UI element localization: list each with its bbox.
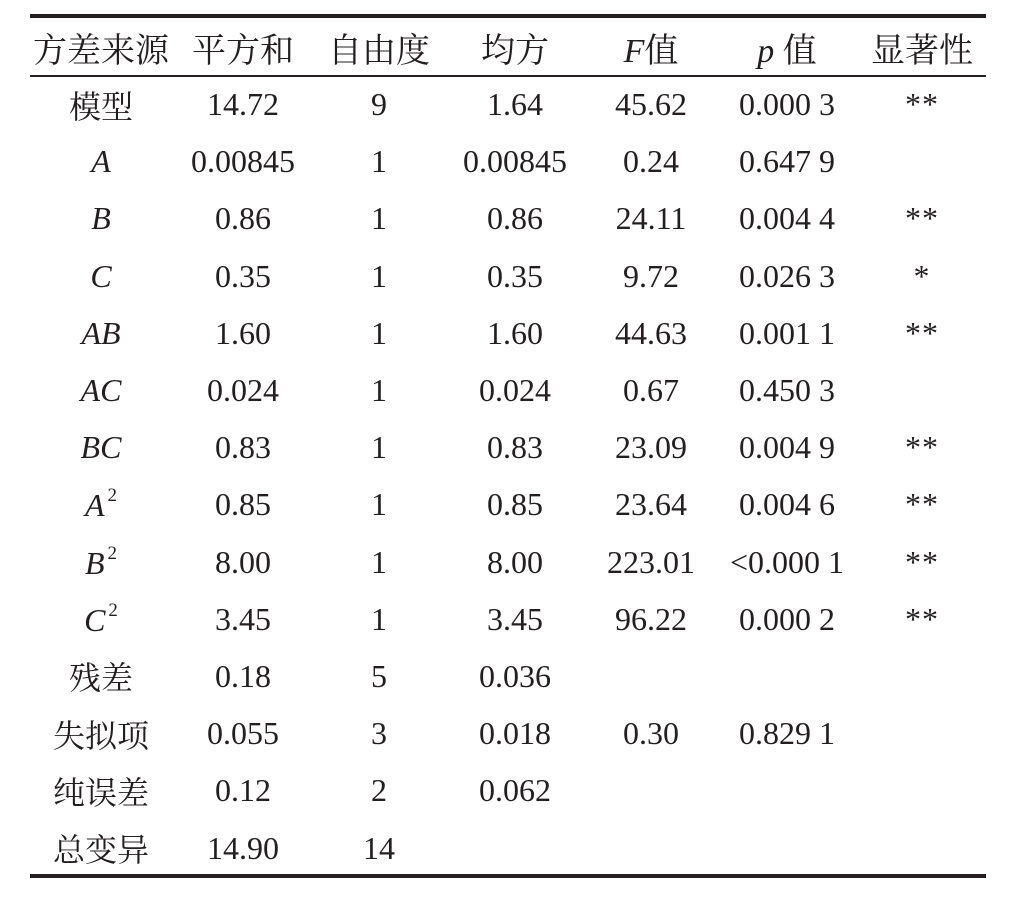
cell-significance: ** — [905, 86, 939, 123]
cell-mean-square — [444, 819, 586, 876]
table-row — [30, 648, 986, 705]
cell-f-value: 23.64 — [615, 486, 687, 523]
cell-f-value: 23.09 — [615, 429, 687, 466]
header-f-suffix: 值 — [644, 32, 679, 70]
cell-degrees-of-freedom: 1 — [371, 200, 387, 237]
factor-symbol: AB — [81, 314, 121, 351]
header-mean-square: 均方 — [481, 32, 549, 70]
cell-significance: ** — [905, 486, 939, 523]
cell-p-value: 0.647 9 — [739, 143, 835, 180]
header-f-symbol: F — [623, 32, 645, 70]
cell-p-value: 0.004 6 — [739, 486, 835, 523]
cell-f-value: 44.63 — [615, 314, 687, 351]
cell-sum-of-squares: 14.90 — [207, 829, 279, 866]
factor-exponent: 2 — [108, 599, 118, 621]
cell-mean-square: 0.86 — [487, 200, 543, 237]
header-p-value — [716, 18, 858, 76]
cell-degrees-of-freedom: 9 — [371, 86, 387, 123]
cell-source — [30, 133, 172, 190]
cell-sum-of-squares: 0.86 — [215, 200, 271, 237]
header-sum-of-squares: 平方和 — [192, 32, 294, 70]
header-degrees-of-freedom: 自由度 — [328, 32, 430, 70]
table-row — [30, 762, 986, 819]
cell-degrees-of-freedom: 1 — [371, 600, 387, 637]
cell-significance: * — [913, 257, 931, 294]
cell-mean-square: 1.60 — [487, 314, 543, 351]
header-p-suffix: 值 — [782, 32, 817, 70]
cell-degrees-of-freedom: 1 — [371, 314, 387, 351]
cell-f-value: 24.11 — [615, 200, 687, 237]
factor-symbol: AC — [80, 372, 122, 409]
table-body — [30, 76, 986, 877]
cell-sum-of-squares: 0.024 — [207, 372, 279, 409]
cell-p-value: 0.004 4 — [739, 200, 835, 237]
cell-sum-of-squares: 3.45 — [215, 600, 271, 637]
cell-source — [30, 190, 172, 247]
cell-p-value: 0.001 1 — [739, 314, 835, 351]
cell-sum-of-squares: 0.85 — [215, 486, 271, 523]
cell-mean-square: 1.64 — [487, 86, 543, 123]
cell-sum-of-squares: 0.00845 — [191, 143, 295, 180]
cell-source — [30, 362, 172, 419]
cell-f-value: 0.30 — [623, 715, 679, 752]
cell-sum-of-squares: 1.60 — [215, 314, 271, 351]
table-row — [30, 76, 986, 133]
header-significance: 显著性 — [871, 32, 973, 70]
cell-degrees-of-freedom: 5 — [371, 657, 387, 694]
cell-significance — [858, 705, 986, 762]
cell-mean-square: 0.00845 — [463, 143, 567, 180]
cell-significance: ** — [905, 429, 939, 466]
cell-degrees-of-freedom: 2 — [371, 772, 387, 809]
factor-symbol: B — [91, 200, 111, 237]
cell-source: 失拟项 — [52, 717, 149, 754]
cell-mean-square: 8.00 — [487, 543, 543, 580]
table-row — [30, 419, 986, 476]
cell-p-value — [716, 819, 858, 876]
table-row — [30, 476, 986, 533]
cell-source: 总变异 — [52, 832, 149, 869]
cell-sum-of-squares: 0.83 — [215, 429, 271, 466]
cell-degrees-of-freedom: 1 — [371, 372, 387, 409]
cell-mean-square: 0.85 — [487, 486, 543, 523]
cell-degrees-of-freedom: 1 — [371, 143, 387, 180]
cell-sum-of-squares: 0.055 — [207, 715, 279, 752]
factor-symbol: BC — [80, 429, 122, 466]
cell-p-value — [716, 762, 858, 819]
cell-p-value: 0.004 9 — [739, 429, 835, 466]
cell-mean-square: 0.018 — [479, 715, 551, 752]
cell-significance — [858, 362, 986, 419]
cell-f-value: 223.01 — [607, 543, 695, 580]
cell-source — [30, 476, 172, 533]
cell-degrees-of-freedom: 14 — [363, 829, 395, 866]
cell-significance: ** — [905, 543, 939, 580]
cell-significance — [858, 819, 986, 876]
cell-degrees-of-freedom: 1 — [371, 486, 387, 523]
cell-mean-square: 0.036 — [479, 657, 551, 694]
cell-mean-square: 3.45 — [487, 600, 543, 637]
cell-p-value — [716, 648, 858, 705]
table-row — [30, 248, 986, 305]
factor-exponent: 2 — [107, 542, 118, 564]
cell-significance: ** — [905, 600, 939, 637]
cell-source — [30, 419, 172, 476]
table-row — [30, 534, 986, 591]
table-row — [30, 190, 986, 247]
cell-sum-of-squares: 0.35 — [215, 257, 271, 294]
cell-mean-square: 0.83 — [487, 429, 543, 466]
cell-sum-of-squares: 0.12 — [215, 772, 271, 809]
factor-symbol: B — [84, 544, 105, 581]
factor-exponent: 2 — [107, 485, 118, 507]
header-f-value — [586, 18, 716, 76]
table-row — [30, 705, 986, 762]
cell-mean-square: 0.024 — [479, 372, 551, 409]
cell-source: 纯误差 — [52, 774, 149, 811]
cell-significance: ** — [905, 314, 939, 351]
cell-degrees-of-freedom: 1 — [371, 257, 387, 294]
table-header-row — [30, 18, 986, 76]
table-row — [30, 133, 986, 190]
factor-symbol: C — [90, 257, 112, 294]
factor-symbol: A — [84, 487, 105, 524]
cell-f-value: 0.24 — [623, 143, 679, 180]
cell-p-value: 0.829 1 — [739, 715, 835, 752]
table-row — [30, 591, 986, 648]
cell-p-value: <0.000 1 — [729, 543, 845, 580]
cell-p-value: 0.000 3 — [739, 86, 835, 123]
table-row — [30, 362, 986, 419]
cell-mean-square: 0.062 — [479, 772, 551, 809]
factor-symbol: A — [91, 143, 111, 180]
table-row — [30, 305, 986, 362]
cell-f-value: 0.67 — [623, 372, 679, 409]
table-row — [30, 819, 986, 876]
cell-f-value: 45.62 — [615, 86, 687, 123]
cell-sum-of-squares: 8.00 — [215, 543, 271, 580]
cell-source — [30, 248, 172, 305]
cell-f-value — [586, 762, 716, 819]
cell-mean-square: 0.35 — [487, 257, 543, 294]
header-source: 方差来源 — [33, 32, 169, 70]
cell-source — [30, 534, 172, 591]
cell-source — [30, 591, 172, 648]
cell-significance — [858, 762, 986, 819]
cell-source — [30, 305, 172, 362]
cell-significance — [858, 133, 986, 190]
cell-p-value: 0.450 3 — [739, 372, 835, 409]
cell-degrees-of-freedom: 3 — [371, 715, 387, 752]
factor-symbol: C — [84, 601, 106, 638]
header-p-symbol: p — [757, 32, 775, 70]
cell-f-value: 9.72 — [623, 257, 679, 294]
cell-f-value: 96.22 — [615, 600, 687, 637]
cell-p-value: 0.000 2 — [739, 600, 835, 637]
cell-sum-of-squares: 14.72 — [207, 86, 279, 123]
cell-sum-of-squares: 0.18 — [215, 657, 271, 694]
cell-f-value — [586, 819, 716, 876]
anova-table — [30, 18, 986, 877]
cell-f-value — [586, 648, 716, 705]
cell-p-value: 0.026 3 — [739, 257, 835, 294]
cell-source: 模型 — [68, 88, 133, 125]
cell-source: 残差 — [68, 660, 133, 697]
cell-degrees-of-freedom: 1 — [371, 543, 387, 580]
cell-degrees-of-freedom: 1 — [371, 429, 387, 466]
cell-significance — [858, 648, 986, 705]
cell-significance: ** — [905, 200, 939, 237]
